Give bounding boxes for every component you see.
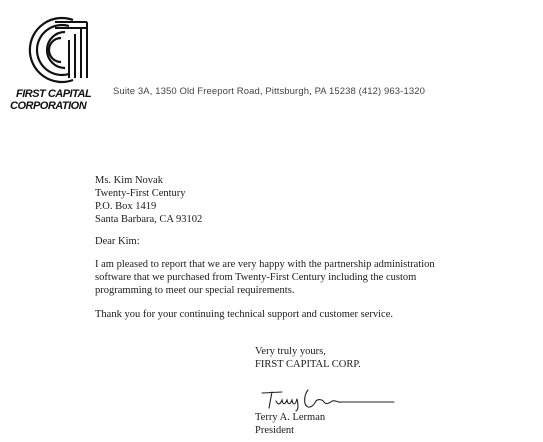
logo-company-line1: FIRST CAPITAL <box>16 88 92 100</box>
paragraph-line: Thank you for your continuing technical support and customer service. <box>95 309 393 320</box>
paragraph-1 <box>95 258 435 297</box>
recipient-po-box: P.O. Box 1419 <box>95 201 157 212</box>
closing-line-2: FIRST CAPITAL CORP. <box>255 359 361 370</box>
signer-block <box>255 411 325 437</box>
paragraph-line: software that we purchased from Twenty-First Century including the custom <box>95 272 417 283</box>
paragraph-2 <box>95 308 393 321</box>
closing-line-1: Very truly yours, <box>255 346 326 357</box>
paragraph-line: programming to meet our special requirements. <box>95 285 295 296</box>
logo-company-line2: CORPORATION <box>10 100 87 112</box>
recipient-name: Ms. Kim Novak <box>95 175 163 186</box>
paragraph-line: I am pleased to report that we are very happy with the partnership administration <box>95 259 435 270</box>
handwritten-signature <box>260 387 400 413</box>
signer-title: President <box>255 425 295 436</box>
company-logo <box>10 10 90 120</box>
recipient-company: Twenty-First Century <box>95 188 186 199</box>
recipient-city: Santa Barbara, CA 93102 <box>95 214 203 225</box>
closing-block <box>255 345 361 371</box>
letterhead-address: Suite 3A, 1350 Old Freeport Road, Pittsburgh, PA 15238 (412) 963-1320 <box>113 86 425 97</box>
salutation: Dear Kim: <box>95 236 140 247</box>
fcc-logo-icon <box>15 10 95 90</box>
recipient-block <box>95 174 202 226</box>
signer-name: Terry A. Lerman <box>255 412 326 423</box>
